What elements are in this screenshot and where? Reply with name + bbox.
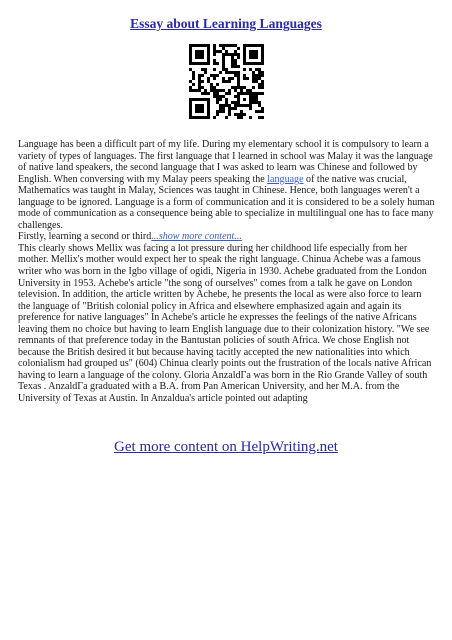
paragraph-intro-text: Language has been a difficult part of my life. During my elementary school it is compulsory to learn a variety of types of languages. The first language that I learned in school was Malay it was the language of native land speakers, the second language that I was asked to learn was Chinese and followed by English. When conversing with my Malay peers speaking the — [18, 139, 433, 185]
page-title: Essay about Learning Languages — [130, 16, 322, 31]
paragraph-intro-text-end: of the native was crucial, Mathematics was taught in Malay, Sciences was taught in Chinese. Hence, both languages weren't a language to be ignored. Language is a form of communication and it is considered to be a solely human mode of communication as a consequence being able to specialize in multilingual one has to face many challenges. — [18, 173, 435, 231]
paragraph-main: This clearly shows Mellix was facing a lot pressure during her childhood life especially from her mother. Mellix's mother would expect her to speak the right language. Chinua Achebe was a famous writer who was born in the Igbo village of ogidi, Nigeria in 1930. Achebe graduated from the London University in 1953. Achebe's article "the song of ourselves" comes from a talk he gave on London television. In addition, the article written by Achebe, he presents the local as were also force to learn the language of "British colonial policy in Africa and elsewhere emphasized again and again its preference for native languages" In Achebe's article he expresses the feelings of the native Africans leaving them no choice but having to learn English language due to their colonization history. "We see remnants of that preference today in the Bantustan policies of south Africa. We chose English not because the British desired it but because having tacitly accepted the new nationalities into which colonialism had grouped us" (604) Chinua clearly points out the frustration of the locals native African having to learn a language of the colony. Gloria AnzaldΓa was born in the Rio Grande Valley of south Texas . AnzaldΓa graduated with a B.A. from Pan American University, and her M.A. from the University of Texas at Austin. In Anzaldua's article pointed out adapting — [18, 242, 432, 405]
show-more-link[interactable]: ...show more content... — [151, 231, 242, 243]
paragraph-truncated — [18, 231, 436, 243]
get-more-content-link[interactable]: Get more content on HelpWriting.net — [114, 439, 338, 455]
qr-code-icon — [189, 44, 264, 119]
truncated-text: Firstly, learning a second or third — [18, 231, 152, 243]
language-link[interactable]: language — [267, 173, 304, 185]
paragraph-intro — [18, 139, 436, 231]
essay-body — [18, 139, 436, 405]
